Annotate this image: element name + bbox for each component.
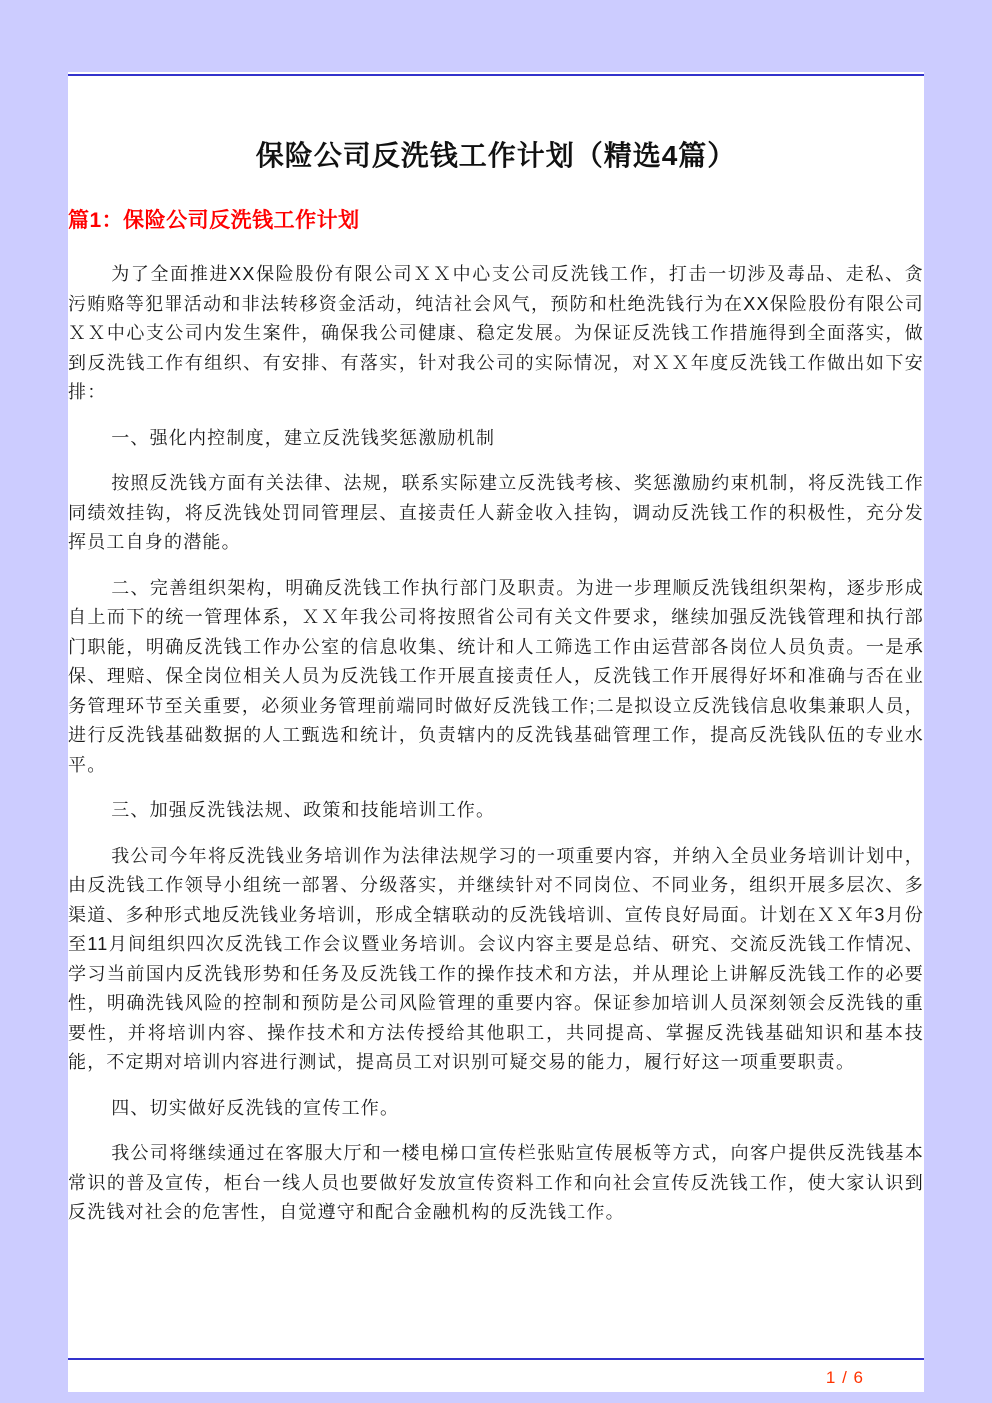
footer-rule [68, 1358, 924, 1360]
paragraph: 我公司将继续通过在客服大厅和一楼电梯口宣传栏张贴宣传展板等方式，向客户提供反洗钱基本常识的普及宣传，柜台一线人员也要做好发放宣传资料工作和向社会宣传反洗钱工作，使大家认识到反洗钱对社会的危害性，自觉遵守和配合金融机构的反洗钱工作。 [68, 1143, 924, 1222]
paragraph: 四、切实做好反洗钱的宣传工作。 [111, 1097, 400, 1118]
paragraph: 一、强化内控制度，建立反洗钱奖惩激励机制 [111, 427, 496, 448]
paragraph: 我公司今年将反洗钱业务培训作为法律法规学习的一项重要内容，并纳入全员业务培训计划中，由反洗钱工作领导小组统一部署、分级落实，并继续针对不同岗位、不同业务，组织开展多层次、多渠道、多种形式地反洗钱业务培训，形成全辖联动的反洗钱培训、宣传良好局面。计划在ＸＸ年3月份至11月间组织四次反洗钱工作会议暨业务培训。会议内容主要是总结、研究、交流反洗钱工作情况、学习当前国内反洗钱形势和任务及反洗钱工作的操作技术和方法，并从理论上讲解反洗钱工作的必要性，明确洗钱风险的控制和预防是公司风险管理的重要内容。保证参加培训人员深刻领会反洗钱的重要性，并将培训内容、操作技术和方法传授给其他职工，共同提高、掌握反洗钱基础知识和基本技能，不定期对培训内容进行测试，提高员工对识别可疑交易的能力，履行好这一项重要职责。 [68, 845, 925, 1072]
document-title: 保险公司反洗钱工作计划（精选4篇） [255, 140, 737, 171]
paragraph: 为了全面推进XX保险股份有限公司ＸＸ中心支公司反洗钱工作，打击一切涉及毒品、走私、贪污贿赂等犯罪活动和非法转移资金活动，纯洁社会风气，预防和杜绝洗钱行为在XX保险股份有限公司ＸＸ中心支公司内发生案件，确保我公司健康、稳定发展。为保证反洗钱工作措施得到全面落实，做到反洗钱工作有组织、有安排、有落实，针对我公司的实际情况，对ＸＸ年度反洗钱工作做出如下安排： [68, 264, 924, 402]
paragraph: 二、完善组织架构，明确反洗钱工作执行部门及职责。为进一步理顺反洗钱组织架构，逐步形成自上而下的统一管理体系，ＸＸ年我公司将按照省公司有关文件要求，继续加强反洗钱管理和执行部门职能，明确反洗钱工作办公室的信息收集、统计和人工筛选工作由运营部各岗位人员负责。一是承保、理赔、保全岗位相关人员为反洗钱工作开展直接责任人，反洗钱工作开展得好坏和准确与否在业务管理环节至关重要，必须业务管理前端同时做好反洗钱工作;二是拟设立反洗钱信息收集兼职人员，进行反洗钱基础数据的人工甄选和统计，负责辖内的反洗钱基础管理工作，提高反洗钱队伍的专业水平。 [68, 577, 924, 775]
header-rule [68, 74, 924, 76]
document-page [68, 72, 924, 1392]
page-number: 1 / 6 [825, 1368, 864, 1387]
paragraph: 三、加强反洗钱法规、政策和技能培训工作。 [111, 800, 496, 820]
paragraph: 按照反洗钱方面有关法律、法规，联系实际建立反洗钱考核、奖惩激励约束机制，将反洗钱工作同绩效挂钩，将反洗钱处罚同管理层、直接责任人薪金收入挂钩，调动反洗钱工作的积极性，充分发挥员工自身的潜能。 [68, 473, 924, 552]
section-heading: 篇1：保险公司反洗钱工作计划 [68, 209, 360, 232]
document-body [68, 260, 924, 1228]
